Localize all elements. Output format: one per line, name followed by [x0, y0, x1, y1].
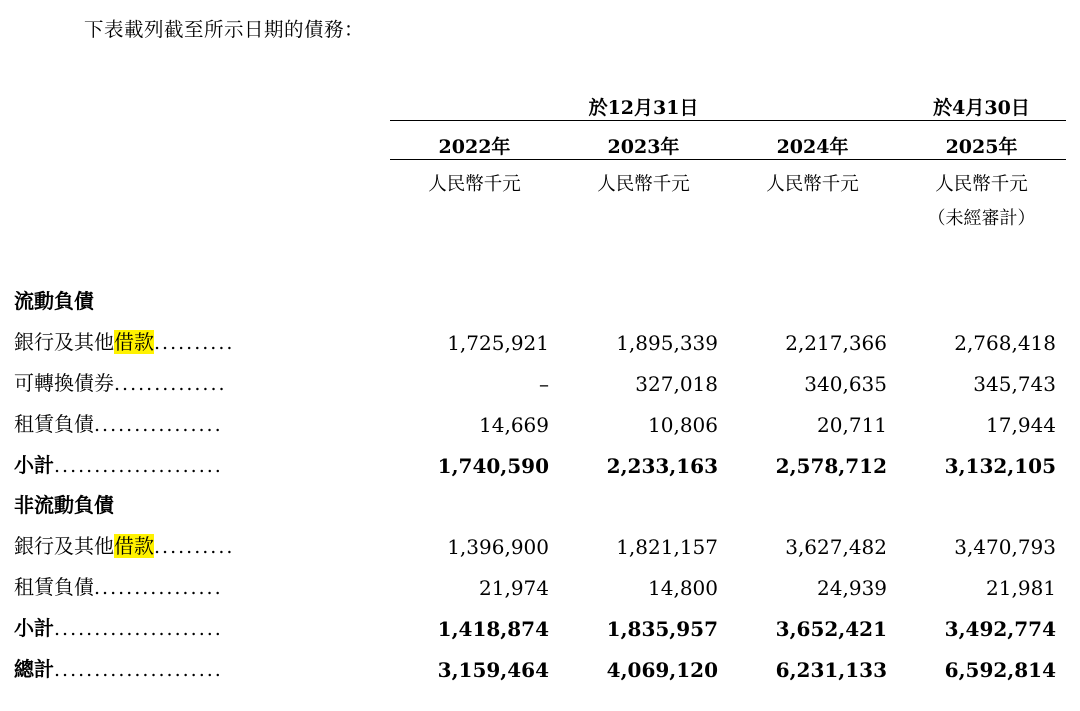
- spacer-cell: [559, 478, 728, 518]
- cell-value: 1,821,157: [616, 535, 718, 559]
- cell-value: 2,768,418: [954, 331, 1057, 355]
- year-2022: 2022年: [438, 136, 511, 158]
- spacer-cell: [14, 160, 390, 196]
- spacer-cell: [897, 478, 1066, 518]
- row-label-text: 租賃負債: [14, 412, 94, 436]
- leader-dots: ..........: [154, 332, 235, 354]
- row-label-bank-and-other-borrowings: [14, 518, 390, 559]
- section-title: 非流動負債: [14, 493, 114, 517]
- table-row-total: [14, 641, 1066, 682]
- leader-dots: ..............: [114, 373, 227, 395]
- row-label-text: 總計: [14, 657, 54, 681]
- row-label-subtotal: [14, 600, 390, 641]
- cell-value: 21,981: [986, 576, 1057, 600]
- unit-note-2024: [728, 196, 897, 230]
- table-row: [14, 314, 1066, 355]
- unit-note-2022: [390, 196, 559, 230]
- cell-value: 2,578,712: [775, 454, 888, 478]
- cell-value: 345,743: [973, 372, 1057, 396]
- cell-value: –: [539, 372, 549, 396]
- cell-value: 2,217,366: [785, 331, 888, 355]
- header-body-gap: [14, 230, 1066, 274]
- section-title: 流動負債: [14, 289, 94, 313]
- column-group-dec31: 於12月31日: [390, 86, 897, 121]
- row-label-text: 銀行及其他: [14, 534, 114, 558]
- spacer-cell: [390, 274, 559, 314]
- cell-value: 1,396,900: [447, 535, 549, 559]
- cell-value: 1,418,874: [437, 617, 549, 641]
- unit-2022: 人民幣千元: [428, 174, 521, 195]
- spacer-cell: [390, 478, 559, 518]
- table-header-unit-notes: [14, 196, 1066, 230]
- cell-value: 14,669: [479, 413, 549, 437]
- table-row: [14, 355, 1066, 396]
- spacer-cell: [14, 230, 1066, 274]
- table-row: [14, 559, 1066, 600]
- table-header-units: [14, 160, 1066, 196]
- cell-value: 21,974: [479, 576, 549, 600]
- row-label-text: 小計: [14, 453, 54, 477]
- cell-value: 3,132,105: [944, 454, 1057, 478]
- cell-value: 3,627,482: [785, 535, 888, 559]
- cell-value: 1,895,339: [616, 331, 718, 355]
- unit-note-2025: （未經審計）: [927, 208, 1036, 229]
- spacer-cell: [728, 274, 897, 314]
- year-2025: 2025年: [945, 136, 1018, 158]
- cell-value: 327,018: [635, 372, 718, 396]
- section-header-non-current-liabilities: [14, 478, 1066, 518]
- leader-dots: ................: [94, 577, 223, 599]
- cell-value: 1,740,590: [437, 454, 549, 478]
- cell-value: 1,835,957: [606, 617, 718, 641]
- row-label-text: 租賃負債: [14, 575, 94, 599]
- spacer-cell: [14, 86, 390, 121]
- spacer-cell: [897, 274, 1066, 314]
- leader-dots: ..........: [154, 536, 235, 558]
- cell-value: 4,069,120: [606, 658, 718, 682]
- spacer-cell: [14, 121, 390, 160]
- cell-value: 6,592,814: [944, 658, 1057, 682]
- row-label-total: [14, 641, 390, 682]
- cell-value: 3,470,793: [954, 535, 1057, 559]
- section-header-current-liabilities: [14, 274, 1066, 314]
- row-label-text: 小計: [14, 616, 54, 640]
- table-row: [14, 396, 1066, 437]
- year-2023: 2023年: [607, 136, 680, 158]
- cell-value: 2,233,163: [606, 454, 718, 478]
- leader-dots: .....................: [54, 455, 223, 477]
- row-label-subtotal: [14, 437, 390, 478]
- table-row-subtotal: [14, 437, 1066, 478]
- spacer-cell: [559, 274, 728, 314]
- unit-2023: 人民幣千元: [597, 174, 690, 195]
- cell-value: 1,725,921: [447, 331, 549, 355]
- row-label-text: 銀行及其他: [14, 330, 114, 354]
- unit-2025: 人民幣千元: [935, 174, 1028, 195]
- row-label-lease-liabilities: [14, 396, 390, 437]
- cell-value: 3,492,774: [944, 617, 1057, 641]
- cell-value: 24,939: [817, 576, 888, 600]
- row-label-lease-liabilities: [14, 559, 390, 600]
- table-header-groups: [14, 86, 1066, 121]
- row-label-convertible-bonds: [14, 355, 390, 396]
- spacer-cell: [728, 478, 897, 518]
- table-row: [14, 518, 1066, 559]
- spacer-cell: [14, 196, 390, 230]
- table-row-subtotal: [14, 600, 1066, 641]
- table-header-years: [14, 121, 1066, 160]
- row-label-bank-and-other-borrowings: [14, 314, 390, 355]
- cell-value: 3,159,464: [437, 658, 549, 682]
- cell-value: 340,635: [804, 372, 888, 396]
- unit-note-2023: [559, 196, 728, 230]
- cell-value: 17,944: [986, 413, 1057, 437]
- year-2024: 2024年: [776, 136, 849, 158]
- leader-dots: .....................: [54, 618, 223, 640]
- intro-paragraph: 下表載列截至所示日期的債務：: [84, 18, 365, 41]
- leader-dots: ................: [94, 414, 223, 436]
- cell-value: 10,806: [648, 413, 718, 437]
- cell-value: 14,800: [648, 576, 718, 600]
- column-group-apr30: 於4月30日: [897, 86, 1066, 121]
- cell-value: 20,711: [817, 413, 888, 437]
- unit-2024: 人民幣千元: [766, 174, 859, 195]
- cell-value: 6,231,133: [775, 658, 888, 682]
- row-label-highlight: 借款: [114, 330, 154, 354]
- row-label-text: 可轉換債券: [14, 371, 114, 395]
- leader-dots: .....................: [54, 659, 223, 681]
- cell-value: 3,652,421: [775, 617, 888, 641]
- debt-table: [14, 86, 1066, 682]
- row-label-highlight: 借款: [114, 534, 154, 558]
